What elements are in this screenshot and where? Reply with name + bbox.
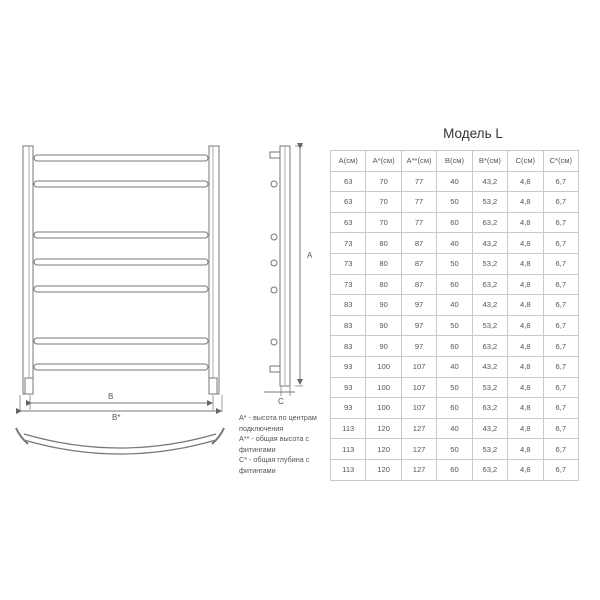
table-cell: 6,7 xyxy=(543,212,578,233)
table-cell: 90 xyxy=(366,315,401,336)
table-cell: 4,8 xyxy=(508,233,543,254)
table-cell: 6,7 xyxy=(543,171,578,192)
table-cell: 70 xyxy=(366,192,401,213)
table-cell: 63 xyxy=(331,212,366,233)
table-header-row xyxy=(331,151,579,172)
table-cell: 63,2 xyxy=(472,212,507,233)
table-row xyxy=(331,398,579,419)
table-cell: 97 xyxy=(401,295,436,316)
table-cell: 4,8 xyxy=(508,253,543,274)
header-c-star: C*(см) xyxy=(543,151,578,172)
table-cell: 93 xyxy=(331,356,366,377)
table-row xyxy=(331,253,579,274)
table-cell: 87 xyxy=(401,233,436,254)
crossbar xyxy=(34,286,208,292)
table-cell: 73 xyxy=(331,253,366,274)
table-cell: 50 xyxy=(437,253,472,274)
table-cell: 60 xyxy=(437,274,472,295)
table-cell: 60 xyxy=(437,336,472,357)
table-cell: 90 xyxy=(366,295,401,316)
table-cell: 43,2 xyxy=(472,295,507,316)
table-cell: 63,2 xyxy=(472,274,507,295)
table-cell: 4,8 xyxy=(508,192,543,213)
table-row xyxy=(331,439,579,460)
crossbar xyxy=(34,155,208,161)
note-c-star: C* - общая глубина с фитингами xyxy=(239,455,310,475)
table-cell: 73 xyxy=(331,233,366,254)
table-cell: 50 xyxy=(437,315,472,336)
label-b-total: B* xyxy=(112,413,121,422)
table-cell: 40 xyxy=(437,171,472,192)
table-cell: 127 xyxy=(401,459,436,480)
table-row xyxy=(331,233,579,254)
table-cell: 6,7 xyxy=(543,192,578,213)
table-cell: 6,7 xyxy=(543,274,578,295)
table-cell: 83 xyxy=(331,315,366,336)
crossbar xyxy=(34,259,208,265)
table-cell: 6,7 xyxy=(543,336,578,357)
right-upright xyxy=(209,146,219,394)
table-cell: 43,2 xyxy=(472,356,507,377)
table-cell: 4,8 xyxy=(508,336,543,357)
table-cell: 4,8 xyxy=(508,459,543,480)
table-cell: 100 xyxy=(366,356,401,377)
header-b-star: B*(см) xyxy=(472,151,507,172)
table-cell: 6,7 xyxy=(543,418,578,439)
table-cell: 6,7 xyxy=(543,398,578,419)
table-cell: 40 xyxy=(437,356,472,377)
header-a-star: A*(см) xyxy=(366,151,401,172)
table-cell: 6,7 xyxy=(543,233,578,254)
table-cell: 80 xyxy=(366,233,401,254)
table-cell: 87 xyxy=(401,274,436,295)
table-cell: 4,8 xyxy=(508,398,543,419)
table-row xyxy=(331,212,579,233)
table-cell: 63,2 xyxy=(472,336,507,357)
table-cell: 40 xyxy=(437,295,472,316)
table-cell: 93 xyxy=(331,398,366,419)
table-cell: 6,7 xyxy=(543,459,578,480)
table-cell: 63 xyxy=(331,171,366,192)
table-cell: 4,8 xyxy=(508,212,543,233)
table-row xyxy=(331,336,579,357)
table-row xyxy=(331,356,579,377)
header-b: B(см) xyxy=(437,151,472,172)
table-cell: 4,8 xyxy=(508,418,543,439)
table-cell: 87 xyxy=(401,253,436,274)
table-cell: 43,2 xyxy=(472,171,507,192)
table-row xyxy=(331,192,579,213)
table-cell: 127 xyxy=(401,439,436,460)
table-cell: 4,8 xyxy=(508,439,543,460)
table-cell: 83 xyxy=(331,295,366,316)
table-cell: 53,2 xyxy=(472,253,507,274)
table-cell: 4,8 xyxy=(508,315,543,336)
dimension-notes xyxy=(239,413,334,477)
table-cell: 6,7 xyxy=(543,315,578,336)
left-upright xyxy=(23,146,33,394)
table-cell: 6,7 xyxy=(543,377,578,398)
table-cell: 80 xyxy=(366,253,401,274)
label-c: C xyxy=(278,397,284,406)
note-a-double-star: A** - общая высота с фитингами xyxy=(239,434,309,454)
table-cell: 53,2 xyxy=(472,377,507,398)
table-cell: 127 xyxy=(401,418,436,439)
crossbar xyxy=(34,232,208,238)
table-cell: 43,2 xyxy=(472,418,507,439)
table-cell: 63 xyxy=(331,192,366,213)
table-cell: 100 xyxy=(366,398,401,419)
table-cell: 4,8 xyxy=(508,356,543,377)
table-row xyxy=(331,171,579,192)
table-cell: 40 xyxy=(437,233,472,254)
table-cell: 97 xyxy=(401,315,436,336)
table-cell: 6,7 xyxy=(543,253,578,274)
table-cell: 50 xyxy=(437,439,472,460)
header-c: C(см) xyxy=(508,151,543,172)
table-cell: 90 xyxy=(366,336,401,357)
table-cell: 6,7 xyxy=(543,295,578,316)
table-row xyxy=(331,315,579,336)
table-cell: 80 xyxy=(366,274,401,295)
crossbar xyxy=(34,364,208,370)
table-cell: 60 xyxy=(437,398,472,419)
table-cell: 100 xyxy=(366,377,401,398)
table-cell: 4,8 xyxy=(508,377,543,398)
table-cell: 70 xyxy=(366,212,401,233)
label-b: B xyxy=(108,392,114,401)
table-cell: 6,7 xyxy=(543,356,578,377)
crossbars xyxy=(34,155,208,370)
table-row xyxy=(331,459,579,480)
table-row xyxy=(331,274,579,295)
table-cell: 97 xyxy=(401,336,436,357)
label-a: A xyxy=(307,251,313,260)
table-cell: 73 xyxy=(331,274,366,295)
side-view xyxy=(264,146,303,396)
table-cell: 6,7 xyxy=(543,439,578,460)
table-cell: 60 xyxy=(437,459,472,480)
table-cell: 63,2 xyxy=(472,398,507,419)
table-cell: 40 xyxy=(437,418,472,439)
spec-table xyxy=(330,150,579,481)
table-cell: 43,2 xyxy=(472,233,507,254)
table-cell: 77 xyxy=(401,192,436,213)
table-cell: 53,2 xyxy=(472,192,507,213)
table-cell: 4,8 xyxy=(508,295,543,316)
table-cell: 4,8 xyxy=(508,171,543,192)
table-cell: 77 xyxy=(401,171,436,192)
table-cell: 77 xyxy=(401,212,436,233)
table-cell: 113 xyxy=(331,418,366,439)
table-cell: 113 xyxy=(331,439,366,460)
table-cell: 120 xyxy=(366,459,401,480)
table-cell: 113 xyxy=(331,459,366,480)
crossbar xyxy=(34,181,208,187)
table-cell: 4,8 xyxy=(508,274,543,295)
header-a: A(см) xyxy=(331,151,366,172)
table-cell: 50 xyxy=(437,377,472,398)
table-row xyxy=(331,377,579,398)
table-cell: 63,2 xyxy=(472,459,507,480)
table-cell: 120 xyxy=(366,439,401,460)
table-cell: 53,2 xyxy=(472,439,507,460)
note-a-star: A* - высота по центрам подключения xyxy=(239,413,317,433)
table-cell: 107 xyxy=(401,356,436,377)
table-cell: 50 xyxy=(437,192,472,213)
table-cell: 83 xyxy=(331,336,366,357)
table-cell: 107 xyxy=(401,398,436,419)
crossbar xyxy=(34,338,208,344)
table-row xyxy=(331,418,579,439)
header-a-double-star: A**(см) xyxy=(401,151,436,172)
top-view xyxy=(16,428,224,454)
table-cell: 107 xyxy=(401,377,436,398)
table-row xyxy=(331,295,579,316)
table-cell: 70 xyxy=(366,171,401,192)
table-cell: 60 xyxy=(437,212,472,233)
front-view xyxy=(20,146,222,412)
table-cell: 120 xyxy=(366,418,401,439)
table-cell: 93 xyxy=(331,377,366,398)
model-title: Модель L xyxy=(443,126,503,141)
table-cell: 53,2 xyxy=(472,315,507,336)
